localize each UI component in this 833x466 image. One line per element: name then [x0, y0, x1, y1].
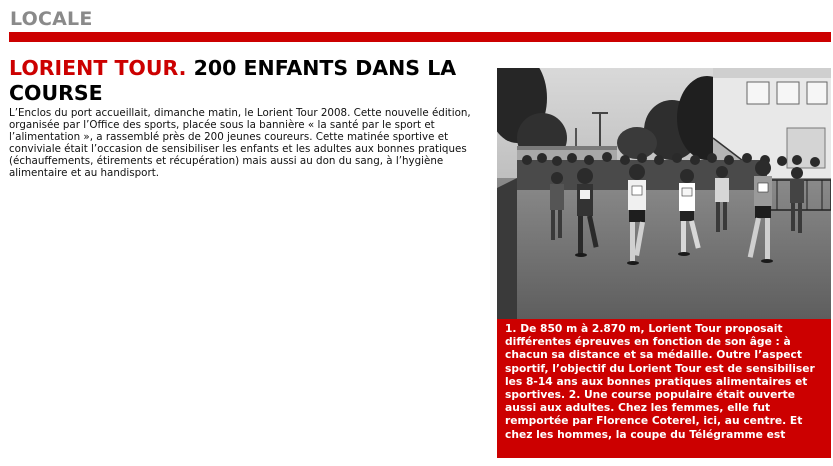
article-body: L’Enclos du port accueillait, dimanche matin, le Lorient Tour 2008. Cette nouvelle édition, organisée par l’Office des sports, placée sous la bannière « la santé par le sport et l’alimentation », a rassemblé près de 200 jeunes coureurs. Cette matinée sportive et conviviale était l’occasion de sensibiliser les enfants et les adultes aux bonnes pratiques (échauffements, étirements et récupération) mais aussi au don du sang, à l’hygiène alimentaire et au handisport.: [9, 107, 471, 179]
race-photo-illustration: [497, 68, 831, 319]
article-photo: [497, 68, 831, 319]
headline-kicker: LORIENT TOUR.: [9, 56, 187, 80]
photo-caption-box: [497, 319, 831, 458]
article-headline: [9, 56, 484, 106]
section-divider: [9, 32, 831, 42]
headline-title: 200 ENFANTS DANS LA COURSE: [9, 56, 457, 105]
photo-caption: 1. De 850 m à 2.870 m, Lorient Tour proposait différentes épreuves en fonction de son âge : à chacun sa distance et sa médaille. Outre l’aspect sportif, l’objectif du Lorient Tour est de sensibiliser les 8-14 ans aux bonnes pratiques alimentaires et sportives. 2. Une course populaire était ouverte aussi aux adultes. Chez les femmes, elle fut remportée par Florence Coterel, ici, au centre. Et chez les hommes, la coupe du Télégramme est: [505, 322, 815, 441]
section-label: LOCALE: [10, 8, 93, 30]
